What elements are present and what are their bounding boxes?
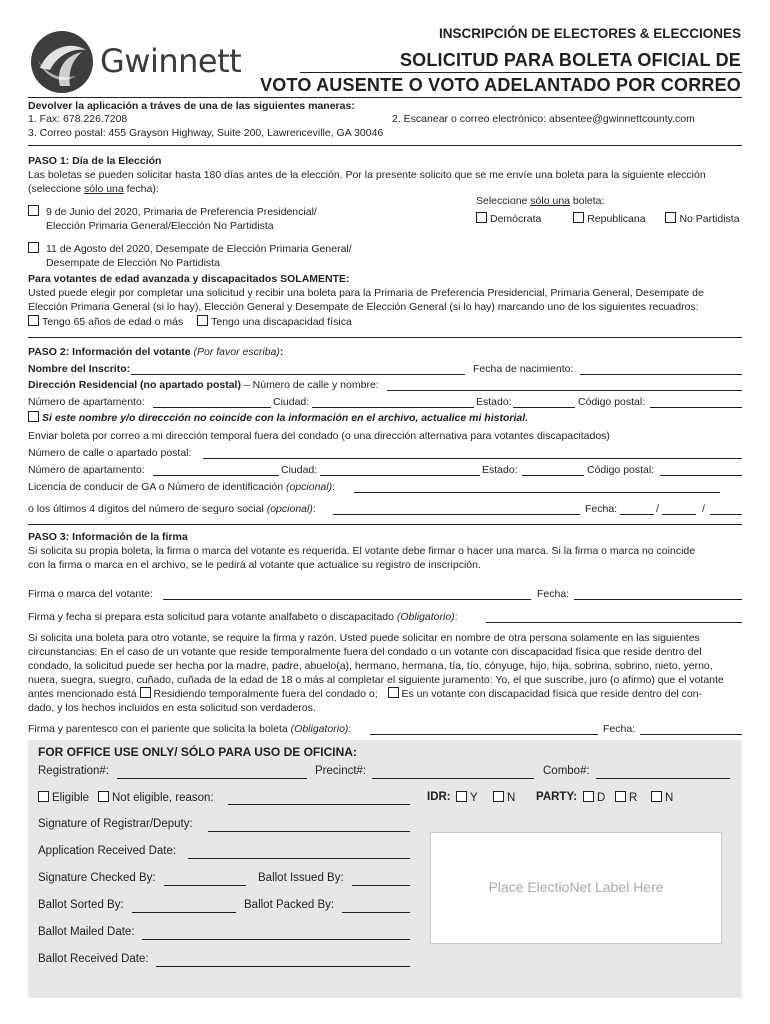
return-email: 2. Escanear o correo electrónico: absentee@gwinnettcounty.com [392,113,695,125]
precinct-field[interactable] [372,778,534,779]
firma-field[interactable] [163,599,531,600]
paso2-heading: PASO 2: Información del votante (Por favor escriba): [28,346,284,358]
idr-n-checkbox[interactable] [493,791,504,802]
sig-registrar-field[interactable] [208,831,410,832]
eligible-checkbox[interactable] [38,791,49,802]
title-divider [300,72,742,73]
estado2-label: Estado: [482,464,518,476]
direccion-label: Dirección Residencial (no apartado postal) – Número de calle y nombre: [28,379,379,391]
electionet-label-area [430,832,722,944]
otro-line4: nuera, suegra, suegro, cuñado, cuñada de la edad de 18 o más al completar el siguiente juramento: Yo, el que suscribe, juro (o afirmo) que el votante [28,674,724,686]
registration-field[interactable] [117,778,307,779]
temporal-checkbox[interactable] [140,687,151,698]
firma-fecha-field[interactable] [574,599,742,600]
nonpartisan-checkbox[interactable] [665,212,676,223]
codigo-label: Código postal: [578,396,646,408]
app-received-label: Application Received Date: [38,845,177,857]
idr-label: IDR: [427,791,451,803]
not-eligible-option[interactable]: Not eligible, reason: [98,791,214,804]
licencia-field[interactable] [354,492,720,493]
ballot-democrat-option[interactable]: Demócrata [476,213,541,225]
firma-fecha-label: Fecha: [537,588,570,600]
ballot-sorted-label: Ballot Sorted By: [38,899,124,911]
nacimiento-label: Fecha de nacimiento: [473,363,574,375]
ballot-issued-label: Ballot Issued By: [258,872,344,884]
pariente-field[interactable] [370,734,598,735]
paso3-heading: PASO 3: Información de la firma [28,531,188,543]
not-eligible-reason-field[interactable] [228,804,410,805]
otro-line2: circunstancias: En el caso de un votante que reside temporalmente fuera del condado o un votante con discapacidad física que reside dentro del [28,646,702,658]
discapacidad-option[interactable]: Es un votante con discapacidad física que reside dentro del con- [388,688,703,700]
idr-n-option[interactable]: N [493,791,515,804]
logo-text: Gwinnett [100,42,242,80]
section-divider [28,337,742,338]
idr-y-checkbox[interactable] [456,791,467,802]
elderly-line1: Usted puede elegir por completar una solicitud y recibir una boleta para la Primaria de Preferencia Presidencial, Primaria General, Desempate de [28,287,704,299]
sig-checked-field[interactable] [164,885,246,886]
election-option-june[interactable]: 9 de Junio del 2020, Primaria de Preferencia Presidencial/ [28,205,317,219]
nombre-field[interactable] [131,374,465,375]
pariente-fecha-field[interactable] [640,734,742,735]
otro-line1: Si solicita una boleta para otro votante, se require la firma y razón. Usted puede solicitar en nombre de otra persona solamente en las siguientes [28,632,700,644]
ssn-field[interactable] [333,514,580,515]
ballot-mailed-field[interactable] [142,939,410,940]
election-option-august[interactable]: 11 de Agosto del 2020, Desempate de Elección Primaria General/ [28,242,352,256]
apartamento2-field[interactable] [153,475,279,476]
ballot-nonpartisan-option[interactable]: No Partidista [665,213,739,225]
disability-option[interactable]: Tengo una discapacidad física [197,316,352,328]
otro-line6: dado, y los hechos incluidos en esta solicitud son verdaderos. [28,702,316,714]
ballot-packed-field[interactable] [342,912,410,913]
department-title: INSCRIPCIÓN DE ELECTORES & ELECCIONES [438,26,741,41]
party-d-option[interactable]: D [583,791,605,804]
return-fax: 1. Fax: 678.226.7208 [28,113,128,125]
enviar-text: Enviar boleta por correo a mi dirección temporal fuera del condado (o una dirección alternativa para votantes discapacitados) [28,430,610,442]
combo-field[interactable] [596,778,730,779]
party-n-checkbox[interactable] [651,791,662,802]
pariente-fecha-label: Fecha: [603,723,636,735]
header-divider [28,97,742,98]
paso3-line1: Si solicita su propia boleta, la firma o marca del votante es requerida. El votante debe firmar o hacer una marca. Si la firma o marca no coincide [28,545,696,557]
party-r-option[interactable]: R [615,791,637,804]
disability-checkbox[interactable] [197,315,208,326]
app-received-field[interactable] [188,858,410,859]
estado-field[interactable] [513,407,575,408]
calle-postal-label: Número de calle o apartado postal: [28,447,192,459]
elderly-line2: Elección Primaria General (si lo hay), Elección General y Desempate de Elección General (si lo hay) marcando uno de los siguientes recuadros: [28,301,699,313]
estado2-field[interactable] [522,475,584,476]
elderly-heading: Para votantes de edad avanzada y discapacitados SOLAMENTE: [28,273,350,285]
party-d-checkbox[interactable] [583,791,594,802]
party-r-checkbox[interactable] [615,791,626,802]
mismatch-checkbox[interactable] [28,411,39,422]
apartamento-label: Número de apartamento: [28,396,145,408]
form-title-line1: SOLICITUD PARA BOLETA OFICIAL DE [399,50,741,70]
not-eligible-checkbox[interactable] [98,791,109,802]
return-mail: 3. Correo postal: 455 Grayson Highway, Suite 200, Lawrenceville, GA 30046 [28,127,384,139]
ballot-received-label: Ballot Received Date: [38,953,149,965]
mismatch-option[interactable]: Si este nombre y/o direccción no coincide con la información en el archivo, actualice mi historial. [28,411,528,425]
fecha-slash: / [702,503,705,515]
ballot-sorted-field[interactable] [132,912,236,913]
ballot-mailed-label: Ballot Mailed Date: [38,926,135,938]
election-option-june-line2: Elección Primaria General/Elección No Partidista [46,220,274,232]
apartamento2-label: Número de apartamento: [28,464,145,476]
democrat-checkbox[interactable] [476,212,487,223]
ballot-packed-label: Ballot Packed By: [244,899,335,911]
estado-label: Estado: [476,396,512,408]
form-title-line2: VOTO AUSENTE O VOTO ADELANTADO POR CORREO [260,75,741,95]
return-heading: Devolver la aplicación a tráves de una de las siguientes maneras: [28,100,355,112]
firma-analfabeto-field[interactable] [486,622,742,623]
fecha-slash: / [656,503,659,515]
section-divider [28,145,742,146]
gwinnett-logo [30,30,242,96]
section-divider [28,524,742,525]
office-heading: FOR OFFICE USE ONLY/ SÓLO PARA USO DE OFICINA: [38,745,357,759]
ballot-republican-option[interactable]: Republicana [573,213,645,225]
age-65-option[interactable]: Tengo 65 años de edad o más [28,316,183,328]
idr-y-option[interactable]: Y [456,791,478,804]
ciudad-label: Ciudad: [273,396,310,408]
nacimiento-field[interactable] [580,374,742,375]
registration-label: Registration#: [38,765,109,777]
paso1-intro-line2: (seleccione sólo una fecha): [28,183,159,195]
otro-line3: condado, la solicitud puede ser hecha por la madre, padre, abuelo(a), hermano, hermana, tía, tío, cónyuge, hijo, hija, sobrina, sobrino, nieto, yerno, [28,660,713,672]
ssn-fecha-label: Fecha: [585,503,618,515]
age-65-checkbox[interactable] [28,315,39,326]
ballot-issued-field[interactable] [352,885,410,886]
licencia-label: Licencia de conducir de GA o Número de identificación (opcional): [28,481,336,493]
direccion-field[interactable] [387,390,742,391]
otro-line5: antes mencionado está Residiendo temporalmente fuera del condado o; Es un votante con discapacidad física que reside dentro del con- [28,688,703,700]
fecha-day-field[interactable] [662,514,696,515]
paso1-heading: PASO 1: Día de la Elección [28,155,162,167]
sig-registrar-label: Signature of Registrar/Deputy: [38,818,193,830]
gwinnett-logo-icon [30,30,94,94]
fecha-month-field[interactable] [620,514,654,515]
ciudad2-field[interactable] [320,475,480,476]
party-label: PARTY: [536,791,578,803]
label-placeholder: Place ElectioNet Label Here [488,879,664,895]
apartamento-field[interactable] [153,407,271,408]
fecha-year-field[interactable] [710,514,742,515]
ciudad-field[interactable] [312,407,474,408]
precinct-label: Precinct#: [315,765,367,777]
paso3-line2: con la firma o marca en el archivo, se le pedirá al votante que actualice su registro de inscripción. [28,559,481,571]
eligible-option[interactable]: Eligible [38,791,89,804]
temporal-option[interactable]: Residiendo temporalmente fuera del condado o; [140,688,378,700]
ciudad2-label: Ciudad: [281,464,318,476]
calle-postal-field[interactable] [203,458,742,459]
codigo-field[interactable] [650,407,742,408]
ssn-label: o los últimos 4 dígitos del número de seguro social (opcional): [28,503,316,515]
pariente-label: Firma y parentesco con el pariente que solicita la boleta (Obligatorio): [28,723,352,735]
discapacidad-checkbox[interactable] [388,687,399,698]
ballot-select-label: Seleccione sólo una boleta: [476,195,605,207]
codigo2-field[interactable] [660,475,742,476]
nombre-label: Nombre del Inscrito: [28,363,131,375]
party-n-option[interactable]: N [651,791,673,804]
elderly-options [28,315,352,329]
combo-label: Combo#: [543,765,590,777]
august-election-checkbox[interactable] [28,242,39,253]
codigo2-label: Código postal: [587,464,655,476]
firma-analfabeto-label: Firma y fecha si prepara esta solicitud para votante analfabeto o discapacitado (Obligatorio): [28,611,458,623]
june-election-checkbox[interactable] [28,205,39,216]
ballot-options [476,212,740,226]
paso1-intro-line1: Las boletas se pueden solicitar hasta 180 días antes de la elección. Por la presente solicito que se me envíe una boleta para la siguiente elección [28,169,706,181]
firma-label: Firma o marca del votante: [28,588,153,600]
sig-checked-label: Signature Checked By: [38,872,156,884]
republican-checkbox[interactable] [573,212,584,223]
election-option-august-line2: Desempate de Elección No Partidista [46,257,220,269]
ballot-received-field[interactable] [156,966,410,967]
